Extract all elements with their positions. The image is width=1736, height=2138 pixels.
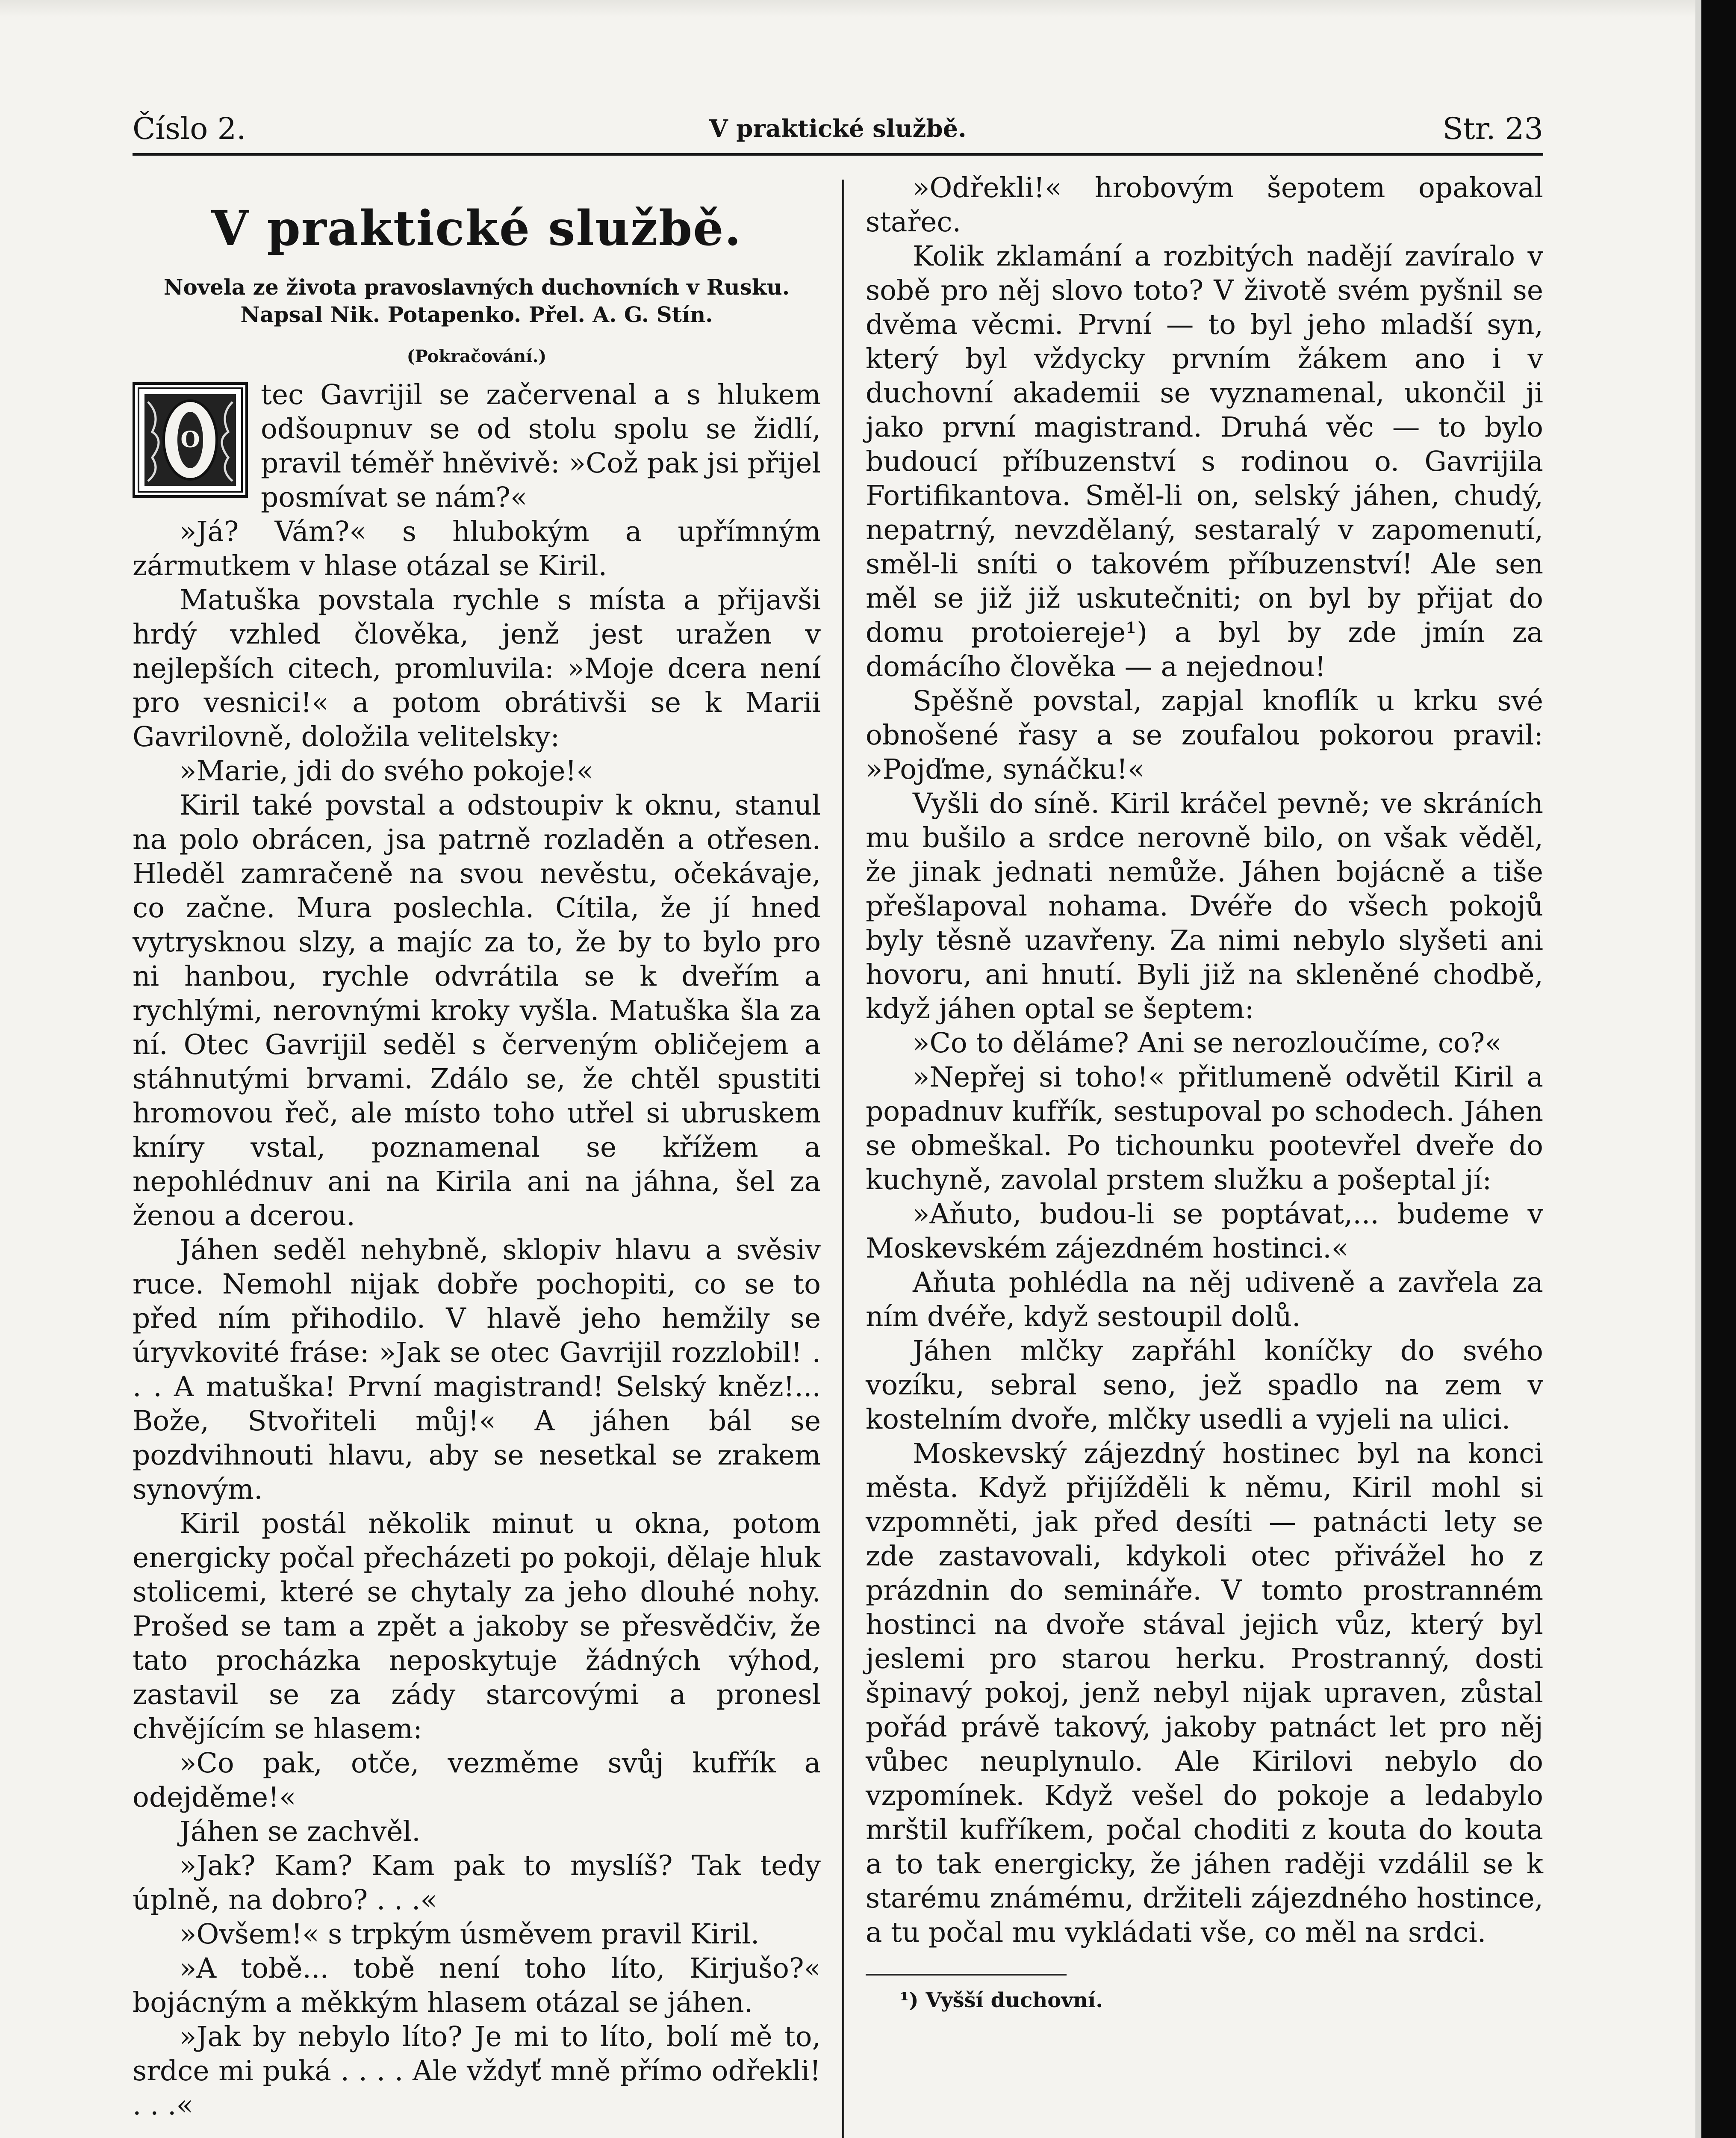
paragraph: Jáhen seděl nehybně, sklopiv hlavu a svěsiv ruce. Nemohl nijak dobře pochopiti, co se to před ním přihodilo. V hlavě jeho hemžily se úryvkovité fráse: »Jak se otec Gavrijil rozzlobil! . . . A matuška! První magistrand! Selský kněz!... Bože, Stvořiteli můj!« A jáhen bál se pozdvihnouti hlavu, aby se nesetkal se zrakem synovým. [133, 1234, 821, 1506]
right-column [866, 171, 1543, 2013]
paragraph: »Ovšem!« s trpkým úsměvem pravil Kiril. [180, 1918, 760, 1950]
running-title: V praktické službě. [709, 115, 967, 143]
paragraph: Kolik zklamání a rozbitých nadějí zavíralo v sobě pro něj slovo toto? V životě svém pyšnil se dvěma věcmi. První — to byl jeho mladší syn, který byl vždycky prvním žákem ano i v duchovní akademii se vyznamenal, ukončil ji jako první magistrand. Druhá věc — to bylo budoucí příbuzenství s rodinou o. Gavrijila Fortifikantova. Směl-li on, selský jáhen, chudý, nepatrný, nevzdělaný, sestaralý v zapomenutí, směl-li sníti o takovém příbuzenství! Ale sen měl se již již uskutečniti; on byl by přijat do domu protoiereje¹) a byl by zde jmín za domácího člověka — a nejednou! [866, 240, 1543, 683]
paragraph: Jáhen mlčky zapřáhl koníčky do svého vozíku, sebral seno, jež spadlo na zem v kostelním dvoře, mlčky usedli a vyjeli na ulici. [866, 1335, 1543, 1435]
paragraph: Jáhen se zachvěl. [180, 1816, 421, 1848]
paragraph: »A tobě... tobě není toho líto, Kirjušo?« bojácným a měkkým hlasem otázal se jáhen. [133, 1952, 821, 2019]
paragraph: Matuška povstala rychle s místa a přijavši hrdý vzhled člověka, jenž jest uražen v nejlepších citech, promluvila: »Moje dcera není pro vesnici!« a potom obrátivši se k Marii Gavrilovně, doložila velitelsky: [133, 584, 821, 753]
paragraph: »Nepřej si toho!« přitlumeně odvětil Kiril a popadnuv kufřík, sestupoval po schodech. Jáhen se obmeškal. Po tichounku pootevřel dveře do kuchyně, zavolal prstem služku a pošeptal jí: [866, 1061, 1543, 1196]
scan-right-edge [1695, 0, 1736, 2138]
opening-paragraph [133, 378, 821, 515]
page-number: Str. 23 [1442, 111, 1543, 146]
paragraph: »Odřekli!« hrobovým šepotem opakoval stařec. [866, 172, 1543, 238]
article-subtitle-genre: Novela ze života pravoslavných duchovních v Rusku. [163, 275, 790, 300]
column-divider [842, 180, 844, 2138]
paragraph: Vyšli do síně. Kiril kráčel pevně; ve skráních mu bušilo a srdce nerovně bilo, on však věděl, že jinak jednati nemůže. Jáhen bojácně a tiše přešlapoval nohama. Dvéře do všech pokojů byly těsně uzavřeny. Za nimi nebylo slyšeti ani hovoru, ani hnutí. Byli již na skleněné chodbě, když jáhen optal se šeptem: [866, 788, 1543, 1025]
header-rule [133, 153, 1543, 156]
opening-text: tec Gavrijil se začervenal a s hlukem odšoupnuv se od stolu spolu se židlí, pravil téměř hněvivě: »Což pak jsi přijel posmívat se nám?« [261, 379, 821, 514]
paragraph: Kiril postál několik minut u okna, potom energicky počal přecházeti po pokoji, dělaje hluk stolicemi, které se chytaly za jeho dlouhé nohy. Prošed se tam a zpět a jakoby se přesvědčiv, že tato procházka neposkytuje žádných výhod, zastavil se za zády starcovými a pronesl chvějícím se hlasem: [133, 1508, 821, 1745]
paragraph: »Co to děláme? Ani se nerozloučíme, co?« [913, 1027, 1502, 1059]
paragraph: »Marie, jdi do svého pokoje!« [180, 755, 593, 787]
paragraph: Aňuta pohlédla na něj udiveně a zavřela za ním dvéře, když sestoupil dolů. [866, 1267, 1543, 1333]
ornament-icon [135, 385, 245, 495]
footnote-rule [866, 1974, 1067, 1976]
article-byline: Napsal Nik. Potapenko. Přel. A. G. Stín. [240, 302, 713, 327]
issue-number: Číslo 2. [133, 111, 246, 146]
paragraph: Spěšně povstal, zapjal knoflík u krku své obnošené řasy a se zoufalou pokorou pravil: »Pojďme, synáčku!« [866, 685, 1543, 786]
paragraph: »Jak by nebylo líto? Je mi to líto, bolí mě to, srdce mi puká . . . . Ale vždyť mně přímo odřekli! . . .« [133, 2021, 821, 2121]
dropcap-letter: O [180, 427, 200, 453]
paragraph: Moskevský zájezdný hostinec byl na konci města. Když přijížděli k němu, Kiril mohl si vzpomněti, jak před desíti — patnácti lety se zde zastavovali, kdykoli otec přivážel ho z prázdnin do semináře. V tomto prostranném hostinci na dvoře stával jejich vůz, který byl jeslemi pro starou herku. Prostranný, dosti špinavý pokoj, jenž nebyl nijak upraven, zůstal pořád právě takový, jakoby patnáct let pro něj vůbec neuplynulo. Ale Kirilovi nebylo do vzpomínek. Když vešel do pokoje a ledabylo mrštil kufříkem, počal choditi z kouta do kouta a to tak energicky, že jáhen raději vzdálil se k starému známému, držiteli zájezdného hostince, a tu počal mu vykládati vše, co měl na srdci. [866, 1438, 1543, 1949]
left-column [133, 171, 821, 2123]
running-head [133, 103, 1543, 150]
paragraph: Kiril také povstal a odstoupiv k oknu, stanul na polo obrácen, jsa patrně rozladěn a otřesen. Hleděl zamračeně na svou nevěstu, očekávaje, co začne. Mura poslechla. Cítila, že jí hned vytrysknou slzy, a majíc za to, že by to bylo pro ni hanbou, rychle odvrátila se k dveřím a rychlými, nerovnými kroky vyšla. Matuška šla za ní. Otec Gavrijil seděl s červeným obličejem a stáhnutými brvami. Zdálo se, že chtěl spustiti hromovou řeč, ale místo toho utřel si ubruskem kníry vstal, poznamenal se křížem a nepohlédnuv ani na Kirila ani na jáhna, šel za ženou a dcerou. [133, 789, 821, 1232]
paragraph: »Já? Vám?« s hlubokým a upřímným zármutkem v hlase otázal se Kiril. [133, 516, 821, 582]
article-title: V praktické službě. [211, 201, 742, 257]
footnote: ¹) Vyšší duchovní. [900, 1988, 1103, 2012]
paragraph: »Jak? Kam? Kam pak to myslíš? Tak tedy úplně, na dobro? . . .« [133, 1850, 821, 1916]
paragraph: »Co pak, otče, vezměme svůj kufřík a odejděme!« [133, 1747, 821, 1813]
scan-top-edge [0, 0, 1695, 17]
paragraph: »Aňuto, budou-li se poptávat,... budeme v Moskevském zájezdném hostinci.« [866, 1198, 1543, 1264]
continuation-note: (Pokračování.) [407, 346, 547, 366]
dropcap-ornament [133, 382, 248, 498]
